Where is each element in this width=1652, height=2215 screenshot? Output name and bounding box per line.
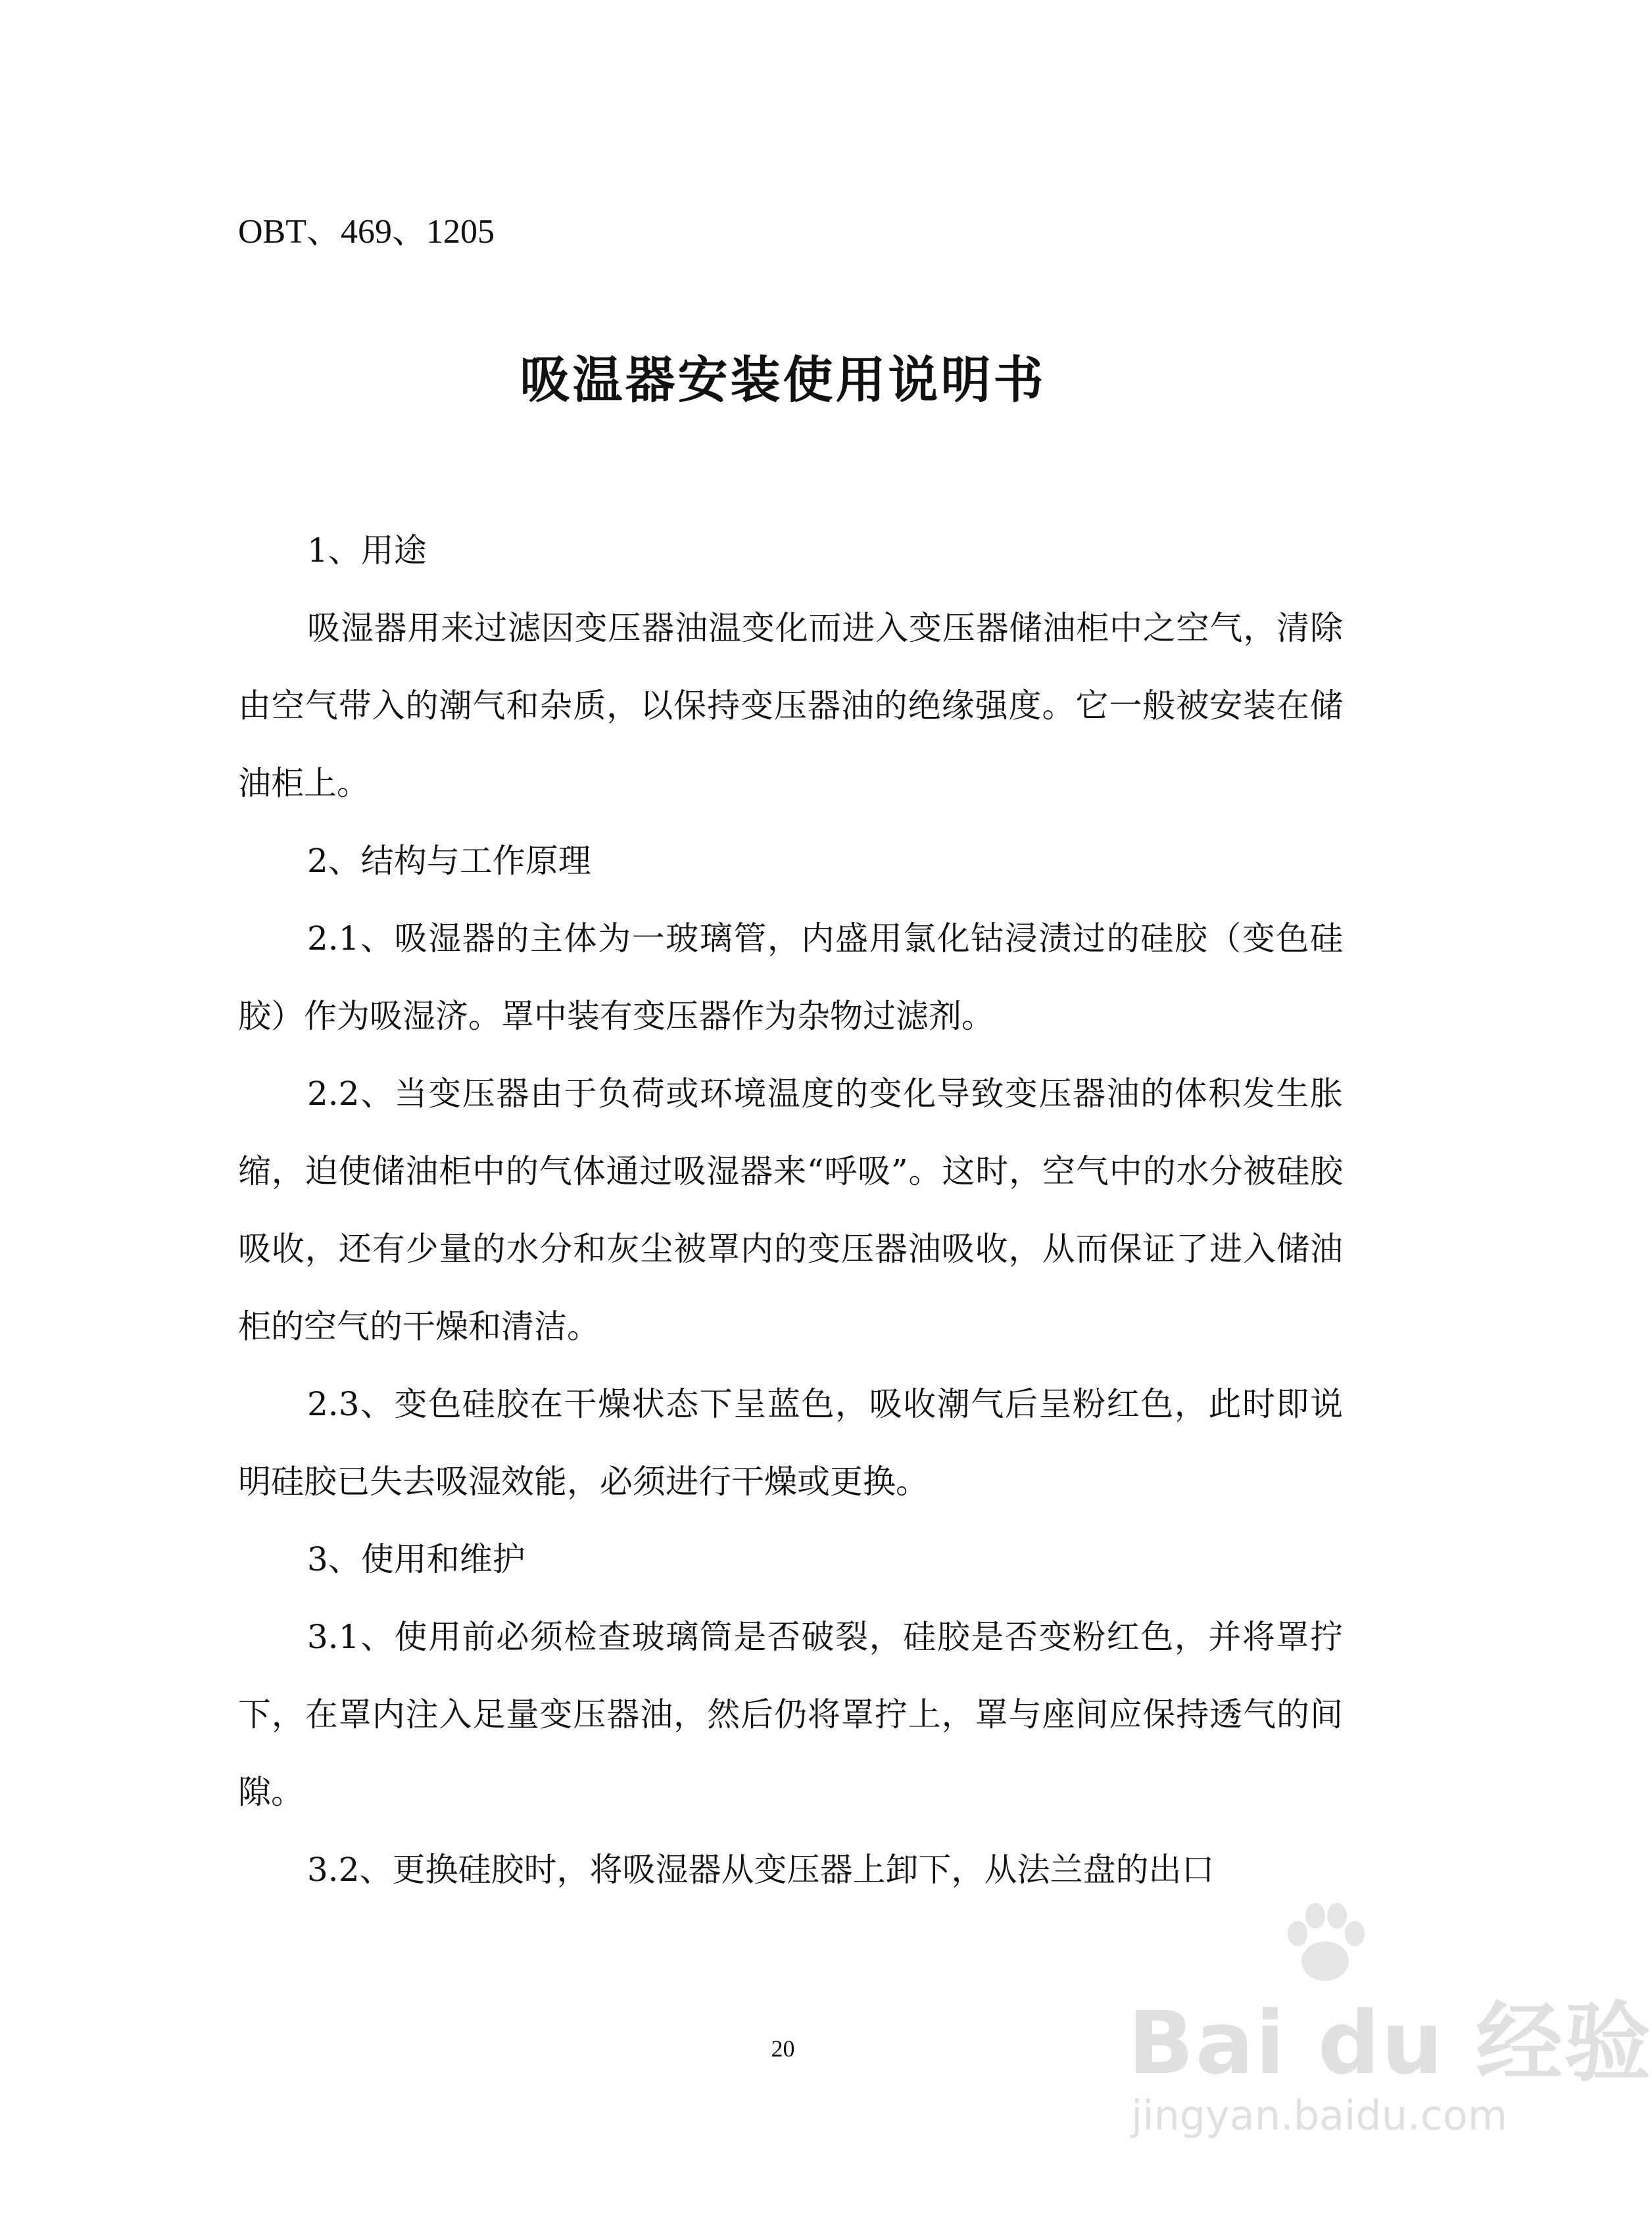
paragraph-3-2: 3.2、更换硅胶时，将吸湿器从变压器上卸下，从法兰盘的出口 (307, 1851, 1215, 1889)
watermark-brand: Bai du 经验 (1128, 1993, 1652, 2094)
document-code: OBT、469、1205 (238, 213, 495, 251)
paragraph-2-1: 2.1、吸湿器的主体为一玻璃管，内盛用氯化钴浸渍过的硅胶（变色硅胶）作为吸湿济。罩中装有变压器作为杂物过滤剂。 (238, 919, 1343, 1035)
section-heading-usage: 1、用途 (307, 531, 427, 570)
document-body (238, 512, 1343, 1909)
section-heading-structure: 2、结构与工作原理 (307, 842, 591, 880)
paragraph-2-2: 2.2、当变压器由于负荷或环境温度的变化导致变压器油的体积发生胀缩，迫使储油柜中的气体通过吸湿器来“呼吸”。这时，空气中的水分被硅胶吸收，还有少量的水分和灰尘被罩内的变压器油吸收，从而保证了进入储油柜的空气的干燥和清洁。 (238, 1075, 1343, 1346)
page-title: 吸温器安装使用说明书 (520, 351, 1046, 409)
paragraph-3-1: 3.1、使用前必须检查玻璃筒是否破裂，硅胶是否变粉红色，并将罩拧下，在罩内注入足量变压器油，然后仍将罩拧上，罩与座间应保持透气的间隙。 (238, 1618, 1343, 1811)
paragraph-usage: 吸湿器用来过滤因变压器油温变化而进入变压器储油柜中之空气，清除由空气带入的潮气和杂质，以保持变压器油的绝缘强度。它一般被安装在储油柜上。 (238, 609, 1343, 802)
section-heading-maintenance: 3、使用和维护 (307, 1540, 525, 1578)
watermark-url: jingyan.baidu.com (1131, 2091, 1508, 2139)
paragraph-2-3: 2.3、变色硅胶在干燥状态下呈蓝色，吸收潮气后呈粉红色，此时即说明硅胶已失去吸湿效能，必须进行干燥或更换。 (238, 1385, 1343, 1501)
page-number: 20 (771, 2035, 795, 2062)
baidu-jingyan-watermark (1079, 1894, 1652, 2157)
